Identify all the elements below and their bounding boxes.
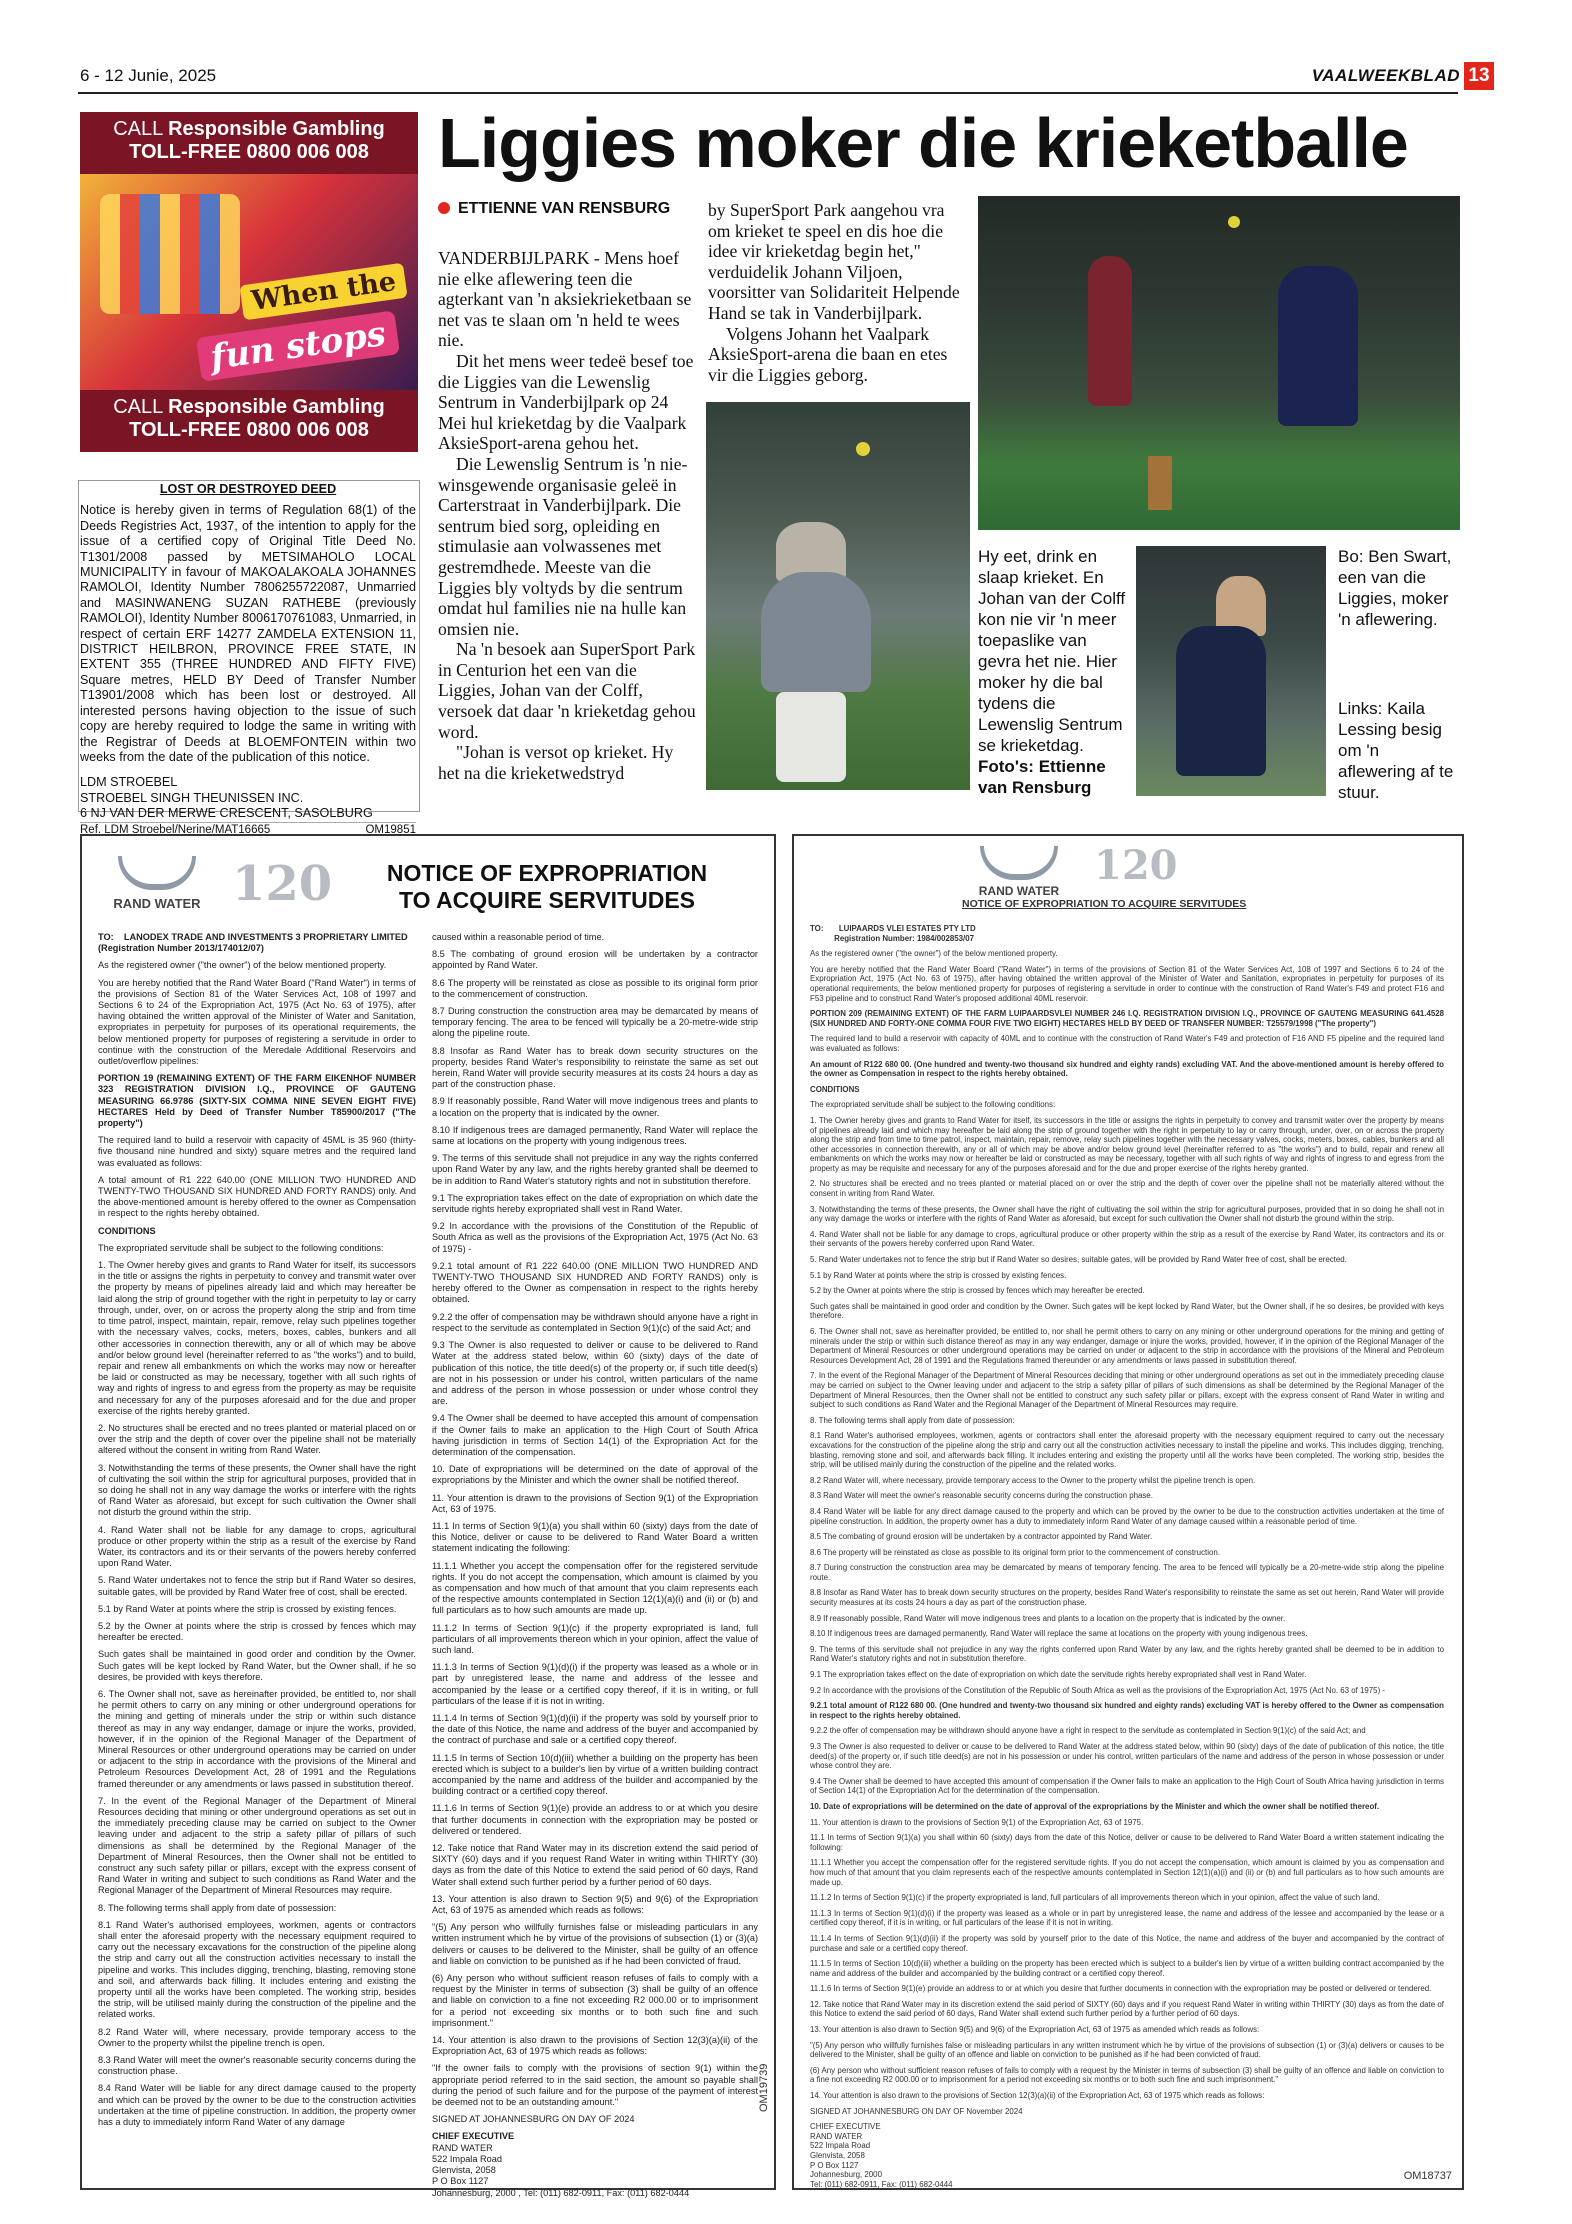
caption-text: Hy eet, drink en slaap krieket. En Johan van der Colff kon nie vir 'n meer toepaslike van gevra het nie. Hier moker hy die bal tydens die Lewenslig Sentrum se krieketdag. bbox=[978, 547, 1126, 755]
notice-paragraph: 9.4 The Owner shall be deemed to have accepted this amount of compensation if the Owner fails to make an application to the High Court of South Africa having jurisdiction in terms of Section 14(1) of the Expropriation Act for the determination of the compensation. bbox=[810, 1776, 1444, 1796]
header-rule bbox=[78, 92, 1458, 94]
ad-rg-text: Responsible Gambling bbox=[168, 396, 385, 418]
article-column-1 bbox=[438, 248, 696, 783]
notice-paragraph: 8.5 The combating of ground erosion will be undertaken by a contractor appointed by Rand Water. bbox=[810, 1532, 1153, 1542]
article-paragraph: "Johan is versot op krieket. Hy het na die krieketwedstryd bbox=[438, 742, 674, 783]
notice-paragraph: An amount of R122 680 00. (One hundred and twenty-two thousand six hundred and eighty rands) excluding VAT. And the above-mentioned amount is hereby offered to the owner as Compensation in respect to the rights hereby obtained. bbox=[810, 1059, 1444, 1079]
rand-water-name: RAND WATER bbox=[113, 896, 201, 911]
notice-paragraph: 5.1 by Rand Water at points where the strip is crossed by existing fences. bbox=[810, 1270, 1067, 1280]
notice-paragraph: Such gates shall be maintained in good order and condition by the Owner. Such gates will be kept locked by Rand Water, but the Owner shall, if he so desires, be provided with keys therefore. bbox=[810, 1301, 1444, 1321]
article-paragraph: Na 'n besoek aan SuperSport Park in Centurion het een van die Liggies, Johan van der Colff, versoek dat daar 'n krieketdag gehou word. bbox=[438, 639, 696, 742]
notice-paragraph: 11.1.4 In terms of Section 9(1)(d)(ii) if the property was sold by yourself prior to the date of this Notice, the name and address of the buyer and accompanied by the contract of purchase and sale or a certified copy thereof. bbox=[432, 1712, 758, 1746]
notice-address: RAND WATER 522 Impala Road Glenvista, 2058 P O Box 1127 Johannesburg, 2000 Tel: (011) 682-0911, Fax: (011) 682-0444 bbox=[810, 2131, 953, 2189]
notice-paragraph: 14. Your attention is also drawn to the provisions of Section 12(3)(a)(ii) of the Expropriation Act, 63 of 1975 which reads as follows: bbox=[810, 2091, 1265, 2101]
article-paragraph: Dit het mens weer tedeë besef toe die Liggies van die Lewenslig Sentrum in Vanderbijlpark op 24 Mei hul krieketdag by die Vaalpark AksieSport-arena gehou het. bbox=[438, 350, 694, 454]
notice-paragraph: 4. Rand Water shall not be liable for any damage to crops, agricultural produce or other property within the strip as a result of the exercise by Rand Water, its contractors and its or their servants of the powers hereby conferred upon Rand Water. bbox=[98, 1524, 416, 1569]
notice-signed-line: SIGNED AT JOHANNESBURG ON DAY OF 2024 bbox=[432, 2114, 635, 2125]
notice-chief-executive: CHIEF EXECUTIVE bbox=[810, 2122, 881, 2132]
notice-paragraph: The required land to build a reservoir with capacity of 45ML is 35 960 (thirty-five thousand nine hundred and sixty) square metres and the required land was evaluated as follows: bbox=[98, 1135, 416, 1168]
ad-call-text: CALL bbox=[113, 118, 163, 140]
notice-paragraph: 11.1 In terms of Section 9(1)(a) you shall within 60 (sixty) days from the date of this Notice, deliver or cause to be delivered to Rand Water Board a written statement indicating the following: bbox=[810, 1833, 1444, 1852]
notice-paragraph: 2. No structures shall be erected and no trees planted or material placed on or over the strip and the depth of cover over the pipeline shall not be materially altered without the consent in writing from Rand Water. bbox=[810, 1179, 1444, 1199]
notice-column-1 bbox=[98, 932, 416, 2172]
notice-paragraph: 11.1.6 In terms of Section 9(1)(e) provide an address to or at which you desire that further documents in connection with the expropriation may be posted or delivered or tendered. bbox=[432, 1803, 758, 1836]
article-paragraph: Die Lewenslig Sentrum is 'n nie-winsgewende organisasie geleë in Carterstraat in Vanderbijlpark. Die sentrum bied sorg, opleiding en stimulasie aan volwassenes met gestremdhede. Meeste van die Liggies bly voltyds by die sentrum omdat hul families nie na hulle kan omsien nie. bbox=[438, 453, 688, 639]
notice-property-description: PORTION 19 (REMAINING EXTENT) OF THE FARM EIKENHOF NUMBER 323 REGISTRATION DIVISION I.Q., PROVINCE OF GAUTENG MEASURING 66.9786 (SIXTY-SIX COMMA NINE SEVEN EIGHT FIVE) HECTARES Held by Deed of Transfer Number T85900/2017 ("The property") bbox=[98, 1073, 416, 1129]
cricket-ball bbox=[856, 442, 870, 456]
notice-paragraph: 9.3 The Owner is also requested to deliver or cause to be delivered to Rand Water at the address stated below, within 90 (sixty) days of the date of publication of this notice, the title deed(s) of the property or, if such title deed(s) are not in his possession or under his control, written particulars of the name and address of the person in whose possession or under whose control they are. bbox=[810, 1742, 1444, 1771]
notice-paragraph: 9.4 The Owner shall be deemed to have accepted this amount of compensation if the Owner fails to make an application to the High Court of South Africa having jurisdiction in terms of Section 14(1) of the Expropriation Act for the determination of the compensation. bbox=[432, 1413, 758, 1457]
rand-water-logo bbox=[964, 846, 1074, 898]
ad-tollfree-number: TOLL-FREE 0800 006 008 bbox=[129, 141, 369, 163]
notice-paragraph: 6. The Owner shall not, save as hereinafter provided, be entitled to, nor shall he permit others to carry on any mining or other underground operations for the mining and getting of minerals under the strip or within such distance thereof as may in any way endanger, damage or injure the works, provided, however, if in the opinion of the Regional Manager of the Department of Mineral Resources or other underground operations may be carried on under or adjacent to the strip in accordance with the provisions of the Mineral and Petroleum Resources Development Act, 28 of 1991 and the Regulations framed thereunder or any amendments or laws passed in substitution thereof. bbox=[810, 1327, 1444, 1365]
newspaper-name: VAALWEEKBLAD bbox=[1311, 66, 1460, 85]
notice-paragraph: Such gates shall be maintained in good order and condition by the Owner. Such gates will be kept locked by Rand Water, but the Owner shall, if he so desires, be provided with keys therefore. bbox=[98, 1649, 416, 1682]
notice-paragraph: 8.10 If indigenous trees are damaged permanently, Rand Water will replace the same at locations on the property with young indigenous trees. bbox=[810, 1629, 1308, 1639]
article-paragraph: VANDERBIJLPARK - Mens hoef nie elke aflewering teen die agterkant van 'n aksiekrieketbaan se net vas te slaan om 'n held te wees nie. bbox=[438, 248, 692, 351]
responsible-gambling-ad bbox=[80, 112, 418, 452]
legal-notice-title: LOST OR DESTROYED DEED bbox=[159, 482, 337, 496]
120-years-logo: 120 bbox=[232, 856, 333, 912]
120-years-logo: 120 bbox=[1094, 842, 1178, 889]
batter-figure bbox=[1278, 266, 1358, 426]
notice-paragraph: 12. Take notice that Rand Water may in its discretion extend the said period of SIXTY (60) days and if you request Rand Water in writing within THIRTY (30) days as from the date of this Notice to extend the said period of 60 days, Rand Water shall extend such further period by a further period of 60 days. bbox=[432, 1843, 758, 1887]
notice-paragraph: 10. Date of expropriations will be determined on the date of approval of the expropriations by the Minister and which the owner shall be notified thereof. bbox=[810, 1801, 1380, 1811]
article-paragraph: by SuperSport Park aangehou vra om krieket te speel en dis hoe die idee vir krieketdag begin het," verduidelik Johann Viljoen, voorsitter van Solidariteit Helpende Hand se tak in Vanderbijlpark. bbox=[708, 200, 960, 323]
notice-paragraph: 8.6 The property will be reinstated as close as possible to its original form prior to the commencement of construction. bbox=[432, 977, 758, 999]
notice-paragraph: 9.2 In accordance with the provisions of the Constitution of the Republic of South Africa as well as the provisions of the Expropriation Act, 1975 (Act No. 63 of 1975) - bbox=[432, 1221, 758, 1254]
notice-paragraph: 9.1 The expropriation takes effect on the date of expropriation on which date the servitude rights hereby expropriated shall vest in Rand Water. bbox=[810, 1670, 1307, 1680]
notice-paragraph: 8.8 Insofar as Rand Water has to break down security structures on the property, besides Rand Water's responsibility to reinstate the same as set out herein, Rand Water will provide security measures at its costs 24 hours a day as part of the construction phase. bbox=[810, 1588, 1444, 1608]
notice-paragraph: 9.2.1 total amount of R122 680 00. (One hundred and twenty-two thousand six hundred and eighty rands) excluding VAT is hereby offered to the Owner as compensation in respect to the rights hereby obtained. bbox=[810, 1701, 1444, 1720]
notice-paragraph: 8.1 Rand Water's authorised employees, workmen, agents or contractors shall enter the aforesaid property with the necessary equipment required to carry out the necessary excavations for the construction of the pipeline along the strip and carry out all the construction activities necessary to install the pipeline and works. This includes digging, trenching, blasting, removing stone and soil, and afterwards back filling. It includes entering and existing the property until all the works have been completed. The working strip, besides the strip, will be utilised mainly during the construction of the pipeline and the related works. bbox=[98, 1919, 416, 2020]
rand-water-wave-icon bbox=[118, 856, 196, 890]
article-column-2 bbox=[708, 200, 970, 385]
notice-paragraph: "(5) Any person who willfully furnishes false or misleading particulars in any written instrument which he by virtue of the provisions of subsection (1) or (3)(a) delivers or causes to be delivered to the Minister, shall be guilty of an offence and liable on conviction to be punished as if he had been convicted of fraud. bbox=[432, 1922, 758, 1966]
notice-paragraph: 1. The Owner hereby gives and grants to Rand Water for itself, its successors in the title or assigns the rights in perpetuity to convey and transmit water over the property by means of pipelines already laid and which may hereafter be laid along the strip of ground together with the right in perpetuity to lay or carry through, under, over, on or across the property along the strip and from time to time patrol, inspect, maintain, repair, remove, relay such pipelines together with the necessary valves, cocks, meters, boxes, cables, bunkers and all other accessories in connection therewith, any or all of which may be above and/or below ground level (hereinafter referred to as "the works") and to build, repair and renew all embankments on which the works may now or hereafter be laid or constructed as may be necessary, together with all such rights of way and rights of ingress to and egress from the property as may be requisite and necessary for any of the purposes aforesaid and for the due and proper exercise of the rights hereby granted. bbox=[98, 1260, 416, 1416]
notice-paragraph: 9.2.2 the offer of compensation may be withdrawn should anyone have a right in respect to the servitude as contemplated in Section 9(1)(c) of the said Act; and bbox=[810, 1726, 1366, 1736]
notice-paragraph: 6. The Owner shall not, save as hereinafter provided, be entitled to, nor shall he permit others to carry on any mining or other underground operations for the mining and getting of minerals under the strip or within such distance thereof as may in any way endanger, damage or injure the works, provided, however, if in the opinion of the Regional Manager of the Department of Mineral Resources or other underground operations may be carried on under or adjacent to the strip in accordance with the provisions of the Mineral and Petroleum Resources Development Act, 28 of 1991 and the Regulations framed thereunder or any amendments or laws passed in substitution thereof. bbox=[98, 1688, 416, 1789]
notice-paragraph: 8.7 During construction the construction area may be demarcated by means of temporary fencing. The area to be fenced will typically be a 20-metre-wide strip along the pipeline route. bbox=[810, 1563, 1444, 1582]
notice-paragraph: A total amount of R1 222 640.00 (ONE MILLION TWO HUNDRED AND TWENTY-TWO THOUSAND SIX HUNDRED AND FORTY RANDS) only. And the above-mentioned amount is hereby offered to the owner as Compensation in respect to the rights hereby obtained. bbox=[98, 1174, 416, 1219]
notice-paragraph: 11.1.3 In terms of Section 9(1)(d)(i) if the property was leased as a whole or in part by unregistered lease, the name and address of the lessee and accompanied by the lease or a certified copy thereof, if it is in writing, or full particulars of the lease if it is not in writing. bbox=[432, 1662, 758, 1706]
notice-paragraph: 8.3 Rand Water will meet the owner's reasonable security concerns during the construction phase. bbox=[98, 2055, 416, 2077]
ad-call-text: CALL bbox=[113, 396, 163, 418]
notice-paragraph: 11. Your attention is drawn to the provisions of Section 9(1) of the Expropriation Act, 63 of 1975. bbox=[432, 1492, 758, 1514]
notice-signed-line: SIGNED AT JOHANNESBURG ON DAY OF November 2024 bbox=[810, 2106, 1023, 2116]
notice-paragraph: 8.8 Insofar as Rand Water has to break down security structures on the property, besides Rand Water's responsibility to reinstate the same as set out herein, Rand Water will provide security measures at its costs 24 hours a day as part of the construction phase. bbox=[432, 1045, 758, 1090]
notice-paragraph: 5.2 by the Owner at points where the strip is crossed by fences which may hereafter be erected. bbox=[98, 1620, 416, 1643]
rand-water-logo bbox=[102, 856, 212, 911]
notice-paragraph: 9.2.2 the offer of compensation may be withdrawn should anyone have a right in respect to the servitude as contemplated in Section 9(1)(c) of the said Act; and bbox=[432, 1311, 758, 1333]
ad-top-band bbox=[80, 112, 418, 174]
batter-body bbox=[761, 572, 871, 692]
photo-caption-top: Bo: Ben Swart, een van die Liggies, moker 'n aflewering. bbox=[1338, 547, 1452, 629]
batter-pads bbox=[776, 692, 846, 782]
notice-paragraph: 11.1 In terms of Section 9(1)(a) you shall within 60 (sixty) days from the date of this Notice, deliver or cause to be delivered to Rand Water Board a written statement indicating the following: bbox=[432, 1520, 758, 1554]
notice-paragraph: 8.3 Rand Water will meet the owner's reasonable security concerns during the construction phase. bbox=[810, 1491, 1153, 1501]
notice-paragraph: 14. Your attention is also drawn to the provisions of Section 12(3)(a)(ii) of the Expropriation Act, 63 of 1975 which reads as follows: bbox=[432, 2035, 758, 2057]
legal-firm: STROEBEL SINGH THEUNISSEN INC. bbox=[80, 790, 304, 805]
notice-paragraph: "If the owner fails to comply with the provisions of section 9(1) within the appropriate period referred to in the said section, the amount so payable shall during the period of such failure and for the purpose of the payment of interest be deemed not to be an outstanding amount." bbox=[432, 2063, 758, 2108]
notice-paragraph: 12. Take notice that Rand Water may in its discretion extend the said period of SIXTY (60) days and if you request Rand Water in writing within THIRTY (30) days as from the date of this Notice to extend the said period of 60 days, Rand Water shall extend such further period by a further period of 60 days. bbox=[810, 1999, 1444, 2019]
notice-paragraph: 11.1.6 In terms of Section 9(1)(e) provide an address to or at which you desire that further documents in connection with the expropriation may be posted or delivered or tendered. bbox=[810, 1984, 1432, 1994]
notice-paragraph: 5.2 by the Owner at points where the strip is crossed by fences which may hereafter be erected. bbox=[810, 1286, 1145, 1296]
expropriation-notice-lanodex bbox=[80, 834, 776, 2198]
notice-paragraph: 8.4 Rand Water will be liable for any direct damage caused to the property and which can be proved by the owner to be due to the construction activities undertaken at the time of pipeline construction. In addition, the property owner has a duty to immediately inform Rand Water of any damage caused within a reasonable period of time. bbox=[810, 1506, 1444, 1526]
notice-paragraph: 11.1.2 In terms of Section 9(1)(c) if the property expropriated is land, full particulars of all improvements thereon which in your opinion, affect the value of such land. bbox=[810, 1893, 1380, 1903]
notice-paragraph: You are hereby notified that the Rand Water Board ("Rand Water") in terms of the provisions of Section 81 of the Water Services Act, 108 of 1997 and Sections 6 to 24 of the Expropriation Act, 1975 (Act No. 63 of 1975), after having obtained the written approval of the Minister of Water and Sanitation, expropriates in perpetuity for purposes of its operational requirements, the below mentioned property for purposes of registering a servitude in order to continue with the construction of the Meredale Additional Reservoirs and outlet/overflow pipelines: bbox=[98, 977, 416, 1067]
byline-bullet-icon bbox=[438, 202, 450, 214]
notice-paragraph: 9.2 In accordance with the provisions of the Constitution of the Republic of South Africa as well as the provisions of the Expropriation Act, 1975 (Act No. 63 of 1975) - bbox=[810, 1685, 1386, 1695]
notice-addressee: TO: LANODEX TRADE AND INVESTMENTS 3 PROPRIETARY LIMITED (Registration Number 2013/174012/07) bbox=[98, 932, 408, 954]
bowler-figure bbox=[1176, 626, 1266, 776]
notice-paragraph: (6) Any person who without sufficient reason refuses of fails to comply with a request by the Minister in terms of subsection (3) shall be guilty of an offence and liable on conviction to a fine not exceeding R2 000.00 or to imprisonment for a period not exceeding six months or to both such fine and such imprisonment." bbox=[810, 2065, 1444, 2085]
notice-paragraph: As the registered owner ("the owner") of the below mentioned property. bbox=[98, 960, 387, 971]
notice-paragraph: (6) Any person who without sufficient reason refuses of fails to comply with a request by the Minister in terms of subsection (3) shall be guilty of an offence and liable on conviction to a fine not exceeding R2 000.00 or to imprisonment for a period not exceeding six months or to both such fine and such imprisonment." bbox=[432, 1973, 758, 2028]
notice-paragraph: 11.1.1 Whether you accept the compensation offer for the registered servitude rights. If you do not accept the compensation, which amount is claimed by you as compensation and how much of that amount that you claim represents each of the respective amounts contemplated in Section 12(1)(a)(i) and (ii) or (b) and full particulars as to how such amounts are made up. bbox=[810, 1858, 1444, 1887]
notice-paragraph: 9. The terms of this servitude shall not prejudice in any way the rights conferred upon Rand Water by any law, and the rights hereby granted shall be deemed to be in addition to Rand Water's statutory rights and not in substitution therefore. bbox=[432, 1153, 758, 1186]
notice-paragraph: 9. The terms of this servitude shall not prejudice in any way the rights conferred upon Rand Water by any law, and the rights hereby granted shall be deemed to be in addition to Rand Water's statutory rights and not in substitution therefore. bbox=[810, 1644, 1444, 1664]
legal-address: 6 NJ VAN DER MERWE CRESCENT, SASOLBURG bbox=[80, 806, 373, 821]
photo-caption-left: Links: Kaila Lessing besig om 'n aflewering af te stuur. bbox=[1338, 699, 1454, 802]
notice-paragraph: 11.1.1 Whether you accept the compensation offer for the registered servitude rights. If you do not accept the compensation, which amount is claimed by you as compensation and how much of that amount that you claim represents each of the respective amounts contemplated in Section 12(1)(a)(i) and (ii) or (b) and full particulars as to how such amounts are made up. bbox=[432, 1560, 758, 1616]
notice-conditions-heading: CONDITIONS bbox=[98, 1225, 156, 1236]
legal-signatory: LDM STROEBEL bbox=[80, 775, 178, 790]
notice-property-description: PORTION 209 (REMAINING EXTENT) OF THE FARM LUIPAARDSVLEI NUMBER 246 I.Q. REGISTRATION DIVISION I.Q., PROVINCE OF GAUTENG MEASURING 641.4528 (SIX HUNDRED AND FORTY-ONE COMMA FOUR FIVE TWO EIGHT) HECTARES HELD BY DEED OF TRANSFER NUMBER: T25579/1998 ("The property") bbox=[810, 1009, 1444, 1028]
notice-paragraph: 8.7 During construction the construction area may be demarcated by means of temporary fencing. The area to be fenced will typically be a 20-metre-wide strip along the pipeline route. bbox=[432, 1006, 758, 1039]
cricket-ball bbox=[1228, 216, 1240, 228]
photo-kaila-bowling bbox=[1136, 546, 1326, 796]
notice-paragraph: 8. The following terms shall apply from date of possession: bbox=[810, 1415, 1015, 1425]
notice-paragraph: 8. The following terms shall apply from date of possession: bbox=[98, 1902, 337, 1913]
notice-paragraph: The expropriated servitude shall be subject to the following conditions: bbox=[98, 1242, 384, 1253]
wicket-stumps bbox=[1148, 456, 1172, 510]
notice-paragraph: 5. Rand Water undertakes not to fence the strip but if Rand Water so desires, suitable gates, will be provided by Rand Water free of cost, shall be erected. bbox=[98, 1575, 416, 1597]
notice-chief-executive: CHIEF EXECUTIVE bbox=[432, 2131, 515, 2142]
notice-conditions-heading: CONDITIONS bbox=[810, 1084, 860, 1094]
issue-date: 6 - 12 Junie, 2025 bbox=[80, 66, 217, 85]
notice-paragraph: caused within a reasonable period of time. bbox=[432, 932, 605, 942]
notice-paragraph: The expropriated servitude shall be subject to the following conditions: bbox=[810, 1100, 1056, 1110]
notice-paragraph: "(5) Any person who willfully furnishes false or misleading particulars in any written instrument which he by virtue of the provisions of subsection (1) or (3)(a) delivers or causes to be delivered to the Minister, shall be guilty of an offence and liable on conviction to be punished as if he had been convicted of fraud. bbox=[810, 2040, 1444, 2060]
notice-paragraph: 4. Rand Water shall not be liable for any damage to crops, agricultural produce or other property within the strip as a result of the exercise by Rand Water, its contractors and its or their servants of the powers hereby conferred upon Rand Water. bbox=[810, 1229, 1444, 1249]
ad-tagline-1: When the bbox=[239, 263, 408, 321]
notice-paragraph: 13. Your attention is also drawn to Section 9(5) and 9(6) of the Expropriation Act, 63 of 1975 as amended which reads as follows: bbox=[432, 1893, 758, 1916]
notice-addressee: TO: LUIPAARDS VLEI ESTATES PTY LTD Registration Number: 1984/002853/07 bbox=[810, 924, 976, 943]
notice-paragraph: 8.10 If indigenous trees are damaged permanently, Rand Water will replace the same at locations on the property with young indigenous trees. bbox=[432, 1124, 758, 1147]
notice-om-code: OM19739 bbox=[758, 2063, 770, 2112]
notice-paragraph: 7. In the event of the Regional Manager of the Department of Mineral Resources deciding that mining or other underground operations as set out in the immediately preceding clause may be carried on subject to the Owner leaving under and adjacent to the strip a safety pillar of pillars of such dimensions as shall be determined by the Regional Manager of the Department of Mineral Resources, then the Owner shall not be entitled to construct any such safety pillar or pillars, except with the express consent of Rand Water in writing and subject to such conditions as Rand Water and the Regional Manager of the Department of Mineral Resources may require. bbox=[98, 1795, 416, 1896]
notice-om-code: OM18737 bbox=[1403, 2170, 1452, 2182]
ad-rg-text: Responsible Gambling bbox=[168, 118, 385, 140]
expropriation-notice-luipaardsvlei bbox=[792, 834, 1464, 2190]
notice-paragraph: 11.1.2 In terms of Section 9(1)(c) if the property expropriated is land, full particulars of all improvements thereon which in your opinion, affect the value of such land. bbox=[432, 1622, 758, 1655]
notice-paragraph: 5. Rand Water undertakes not to fence the strip but if Rand Water so desires, suitable gates, will be provided by Rand Water free of cost, shall be erected. bbox=[810, 1255, 1347, 1265]
notice-title: NOTICE OF EXPROPRIATION TO ACQUIRE SERVITUDES bbox=[386, 860, 708, 913]
notice-paragraph: 9.1 The expropriation takes effect on the date of expropriation on which date the servitude rights hereby expropriated shall vest in Rand Water. bbox=[432, 1192, 758, 1215]
photo-johan-batting bbox=[706, 402, 970, 790]
ad-tollfree-number: TOLL-FREE 0800 006 008 bbox=[129, 419, 369, 441]
notice-paragraph: 11. Your attention is drawn to the provisions of Section 9(1) of the Expropriation Act, 63 of 1975. bbox=[810, 1817, 1144, 1827]
notice-paragraph: 11.1.3 In terms of Section 9(1)(d)(i) if the property was leased as a whole or in part by unregistered lease, the name and address of the lessee and accompanied by the lease or a certified copy thereof, if it is in writing, or full particulars of the lease if it is not in writing. bbox=[810, 1908, 1444, 1928]
notice-paragraph: 3. Notwithstanding the terms of these presents, the Owner shall have the right of cultivating the soil within the strip for agricultural purposes, provided that in so doing he shall not in any way damage the works or interfere with the rights of Rand Water as aforesaid, but except for such cultivation the Owner shall not disturb the ground within the strip. bbox=[98, 1462, 416, 1518]
notice-paragraph: 3. Notwithstanding the terms of these presents, the Owner shall have the right of cultivating the soil within the strip for agricultural purposes, provided that in so doing he shall not in any way damage the works or interfere with the rights of Rand Water as aforesaid, but except for such cultivation the Owner shall not disturb the ground within the strip. bbox=[810, 1204, 1444, 1224]
notice-paragraph: 1. The Owner hereby gives and grants to Rand Water for itself, its successors in the title or assigns the rights in perpetuity to convey and transmit water over the property by means of pipelines already laid and which may hereafter be laid along the strip of ground together with the right in perpetuity to lay or carry through, under, over, on or across the property along the strip and from time to time patrol, inspect, maintain, repair, remove, relay such pipelines together with the necessary valves, cocks, meters, boxes, cables, bunkers and all other accessories in connection therewith, any or all of which may be above and/or below ground level (hereinafter referred to as "the works") and to build, repair and renew all embankments on which the works may now or hereafter be laid or constructed as may be necessary, together with all such rights of way and rights of ingress to and egress from the property as may be requisite and necessary for any of the purposes aforesaid and for the due and proper exercise of the rights hereby granted. bbox=[810, 1115, 1444, 1173]
notice-paragraph: 8.9 If reasonably possible, Rand Water will move indigenous trees and plants to a location on the property that is indicated by the owner. bbox=[432, 1096, 758, 1118]
notice-paragraph: 8.6 The property will be reinstated as close as possible to its original form prior to the commencement of construction. bbox=[810, 1547, 1220, 1557]
article-paragraph: Volgens Johann het Vaalpark AksieSport-arena die baan en etes vir die Liggies geborg. bbox=[708, 323, 948, 385]
notice-paragraph: 13. Your attention is also drawn to Section 9(5) and 9(6) of the Expropriation Act, 63 of 1975 as amended which reads as follows: bbox=[810, 2025, 1260, 2035]
notice-paragraph: 5.1 by Rand Water at points where the strip is crossed by existing fences. bbox=[98, 1603, 397, 1614]
notice-paragraph: 8.2 Rand Water will, where necessary, provide temporary access to the Owner to the property whilst the pipeline trench is open. bbox=[810, 1475, 1256, 1485]
notice-paragraph: 8.4 Rand Water will be liable for any direct damage caused to the property and which can be proved by the owner to be due to the construction activities undertaken at the time of pipeline construction. In addition, the property owner has a duty to immediately inform Rand Water of any damage bbox=[98, 2083, 416, 2128]
photo-ben-swart-batting bbox=[978, 196, 1460, 530]
notice-paragraph: 8.1 Rand Water's authorised employees, workmen, agents or contractors shall enter the aforesaid property with the necessary equipment required to carry out the necessary excavations for the construction of the pipeline along the strip and carry out all the construction activities necessary to install the pipeline and works. This includes digging, trenching, blasting, removing stone and soil, and afterwards back filling. It includes entering and existing the property until all the works have been completed. The working strip, besides the strip, will be utilised mainly during the construction of the pipeline and the related works. bbox=[810, 1431, 1444, 1470]
notice-paragraph: 7. In the event of the Regional Manager of the Department of Mineral Resources deciding that mining or other underground operations as set out in the immediately preceding clause may be carried on subject to the Owner leaving under and adjacent to the strip a safety pillar of pillars of such dimensions as shall be determined by the Regional Manager of the Department of Mineral Resources, then the Owner shall not be entitled to construct any such safety pillar or pillars, except with the express consent of Rand Water in writing and subject to such conditions as Rand Water and the Regional Manager of the Department of Mineral Resources may require. bbox=[810, 1371, 1444, 1410]
notice-paragraph: 8.5 The combating of ground erosion will be undertaken by a contractor appointed by Rand Water. bbox=[432, 949, 758, 971]
article-byline bbox=[438, 200, 670, 218]
ad-bottom-band bbox=[80, 390, 418, 452]
notice-paragraph: 9.2.1 total amount of R1 222 640.00 (ONE MILLION TWO HUNDRED AND TWENTY-TWO THOUSAND SIX HUNDRED AND FORTY RANDS) only is hereby offered to the Owner as compensation in respect to the rights hereby obtained. bbox=[432, 1260, 758, 1305]
legal-reference: Ref. LDM Stroebel/Nerine/MAT16665 bbox=[80, 823, 271, 836]
lost-deed-notice bbox=[80, 482, 416, 838]
article-headline: Liggies moker die krieketballe bbox=[438, 104, 1408, 182]
notice-paragraph: 2. No structures shall be erected and no trees planted or material placed on or over the strip and the depth of cover over the pipeline shall not be materially altered without the consent in writing from Rand Water. bbox=[98, 1422, 416, 1456]
rand-water-name: RAND WATER bbox=[978, 884, 1060, 898]
notice-column-2 bbox=[432, 932, 758, 2198]
author-name: ETTIENNE VAN RENSBURG bbox=[458, 200, 671, 217]
photo-credit: Foto's: Ettienne van Rensburg bbox=[978, 757, 1106, 797]
notice-paragraph: 8.2 Rand Water will, where necessary, provide temporary access to the Owner to the property whilst the pipeline trench is open. bbox=[98, 2026, 416, 2048]
notice-paragraph: 8.9 If reasonably possible, Rand Water will move indigenous trees and plants to a location on the property that is indicated by the owner. bbox=[810, 1613, 1286, 1623]
notice-paragraph: As the registered owner ("the owner") of the below mentioned property. bbox=[810, 949, 1058, 959]
notice-paragraph: The required land to build a reservoir with capacity of 40ML and to continue with the construction of Rand Water's F49 and protection of F16 AND F5 pipeline and the required land was evaluated as follows: bbox=[810, 1034, 1444, 1053]
slot-reels-graphic bbox=[100, 194, 240, 314]
photo-caption-main bbox=[978, 546, 1128, 798]
rand-water-wave-icon bbox=[980, 846, 1058, 880]
notice-title: NOTICE OF EXPROPRIATION TO ACQUIRE SERVITUDES bbox=[962, 898, 1247, 910]
page-number: 13 bbox=[1464, 62, 1494, 90]
notice-address: RAND WATER 522 Impala Road Glenvista, 2058 P O Box 1127 Johannesburg, 2000 , Tel: (011) 682-0911, Fax: (011) 682-0444 bbox=[432, 2142, 690, 2198]
notice-paragraph: You are hereby notified that the Rand Water Board ("Rand Water") in terms of the provisions of Section 81 of the Water Services Act, 108 of 1997 and Sections 6 to 24 of the Expropriation Act, 1975 (Act No. 63 of 1975), after having obtained the written approval of the Minister of Water and Sanitation, expropriates in perpetuity for purposes of its operational requirements, the below mentioned property for purposes of registering a servitude in order to continue with the construction of Rand Water's F49 and protect F16 and F53 pipeline and to construct Rand Water's proposed additional 40ML reservoir. bbox=[810, 964, 1444, 1003]
legal-om-code: OM19851 bbox=[365, 823, 416, 836]
ad-tagline-2: fun stops bbox=[196, 310, 401, 381]
notice-paragraph: 11.1.5 In terms of Section 10(d)(iii) whether a building on the property has been erected which is subject to a builder's lien by virtue of a written building contract accompanied by the name and address of the builder and accompanied by the building contract or a certified copy thereof. bbox=[432, 1752, 758, 1797]
legal-notice-body: Notice is hereby given in terms of Regulation 68(1) of the Deeds Registries Act, 1937, of the intention to apply for the issue of a certified copy of Original Title Deed No. T1301/2008 passed by METSIMAHOLO LOCAL MUNICIPALITY in favour of MAKOALAKOALA JOHANNES RAMOLOI, Identity Number 7806255722087, Unmarried and MASINWANENG SUZAN RATHEBE (previously RAMOLOI), Identity Number 8006170761083, Unmarried, in respect of certain ERF 14277 ZAMDELA EXTENSION 11, DISTRICT HEILBRON, PROVINCE FREE STATE, IN EXTENT 355 (THREE HUNDRED AND FIFTY FIVE) Square metres, HELD BY Deed of Transfer Number T13901/2008 which has been lost or destroyed. All interested persons having objection to the issue of such copy are hereby required to lodge the same in writing with the Registrar of Deeds at BLOEMFONTEIN within two weeks from the date of the publication of this notice. bbox=[80, 503, 416, 764]
notice-paragraph: 9.3 The Owner is also requested to deliver or cause to be delivered to Rand Water at the address stated below, within 60 (sixty) days of the date of publication of this notice, the title deed(s) of the property or, if such title deed(s) are not in his possession or under his control, written particulars of the name and address of the person in whose possession or under whose control they are. bbox=[432, 1340, 758, 1407]
ad-slot-machine-image bbox=[80, 174, 418, 390]
notice-paragraph: 10. Date of expropriations will be determined on the date of approval of the expropriations by the Minister and which the owner shall be notified thereof. bbox=[432, 1464, 758, 1486]
bowler-figure bbox=[1088, 256, 1132, 406]
notice-paragraph: 11.1.4 In terms of Section 9(1)(d)(ii) if the property was sold by yourself prior to the date of this Notice, the name and address of the buyer and accompanied by the contract of purchase and sale or a certified copy thereof. bbox=[810, 1933, 1444, 1953]
notice-paragraph: 11.1.5 In terms of Section 10(d)(iii) whether a building on the property has been erected which is subject to a builder's lien by virtue of a written building contract accompanied by the name and address of the builder and accompanied by the building contract or a certified copy thereof. bbox=[810, 1959, 1444, 1978]
